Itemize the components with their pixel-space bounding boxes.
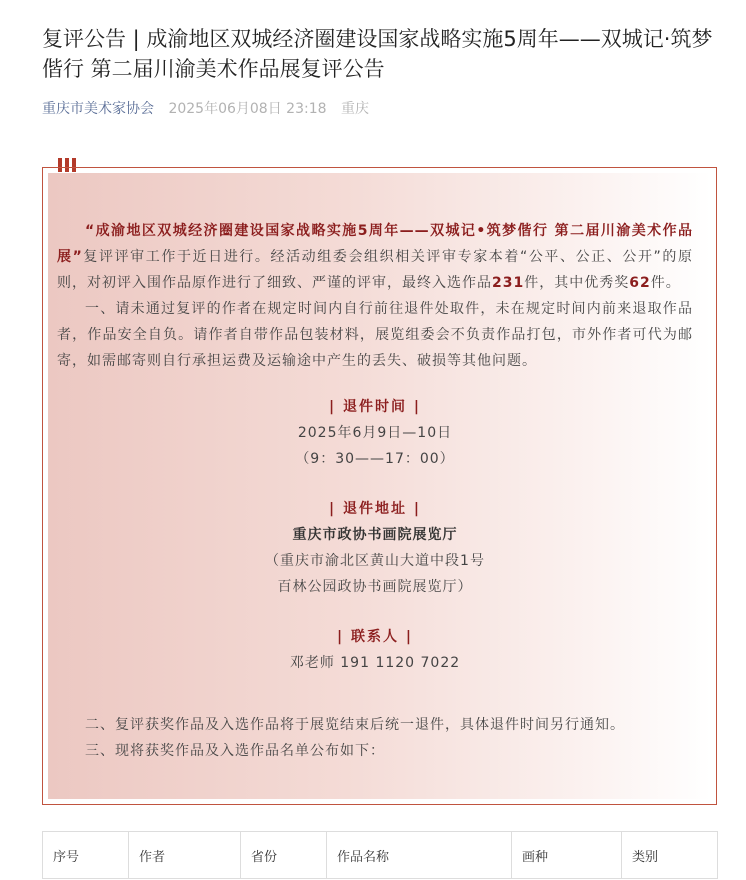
- selected-count: 231: [492, 275, 525, 291]
- table-header-row: [43, 832, 718, 879]
- article-meta: [42, 98, 369, 118]
- return-time-section: [57, 394, 693, 472]
- account-name-link[interactable]: 重庆市美术家协会: [42, 101, 154, 117]
- contact-heading: | 联系人 |: [337, 629, 413, 645]
- publish-datetime: 2025年06月08日 23:18: [168, 101, 327, 117]
- notice-box: [42, 167, 717, 805]
- intro-paragraph: [57, 218, 693, 296]
- notice-body: [57, 218, 693, 764]
- results-table: [42, 831, 718, 879]
- contact-person: 邓老师 191 1120 7022: [289, 655, 461, 671]
- table-header-cell: 作者: [129, 832, 241, 879]
- item-two-paragraph: 二、复评获奖作品及入选作品将于展览结束后统一退件，具体退件时间另行通知。: [85, 717, 625, 733]
- address-line-2: 百林公园政协书画院展览厅）: [277, 579, 473, 595]
- exhibition-name: “成渝地区双城经济圈建设国家战略实施5周年——双城记•筑梦偕行 第二届川渝美术作品展”: [57, 223, 693, 265]
- return-address-heading: | 退件地址 |: [329, 501, 421, 517]
- return-date: 2025年6月9日—10日: [297, 425, 453, 441]
- table-header-cell: 作品名称: [327, 832, 512, 879]
- publish-location: 重庆: [340, 101, 369, 117]
- return-address-section: [57, 496, 693, 600]
- contact-section: [57, 624, 693, 676]
- return-time-heading: | 退件时间 |: [329, 399, 421, 415]
- table-header-cell: 画种: [512, 832, 622, 879]
- table-header-cell: 类别: [622, 832, 718, 879]
- return-venue: 重庆市政协书画院展览厅: [292, 527, 458, 543]
- article-title: 复评公告 | 成渝地区双城经济圈建设国家战略实施5周年——双城记·筑梦偕行 第二届川渝美术作品展复评公告: [42, 27, 713, 81]
- intro-text-3: 件。: [650, 275, 681, 291]
- address-line-1: （重庆市渝北区黄山大道中段1号: [265, 553, 485, 569]
- table-header-cell: 省份: [241, 832, 327, 879]
- intro-text-1: 复评评审工作于近日进行。经活动组委会组织相关评审专家本着“公平、公正、公开”的原则，对初评入围作品原作进行了细致、严谨的评审，最终入选作品: [57, 249, 693, 291]
- table-header-cell: 序号: [43, 832, 129, 879]
- return-hours: （9：30——17：00）: [295, 451, 455, 467]
- intro-text-2: 件，其中优秀奖: [524, 275, 630, 291]
- item-one-paragraph: 一、请未通过复评的作者在规定时间内自行前往退件处取件，未在规定时间内前来退取作品者，作品安全自负。请作者自带作品包装材料，展览组委会不负责作品打包，市外作者可代为邮寄，如需邮寄则自行承担运费及运输途中产生的丢失、破损等其他问题。: [57, 301, 693, 369]
- excellent-count: 62: [629, 275, 651, 291]
- item-three-paragraph: 三、现将获奖作品及入选作品名单公布如下：: [85, 743, 385, 759]
